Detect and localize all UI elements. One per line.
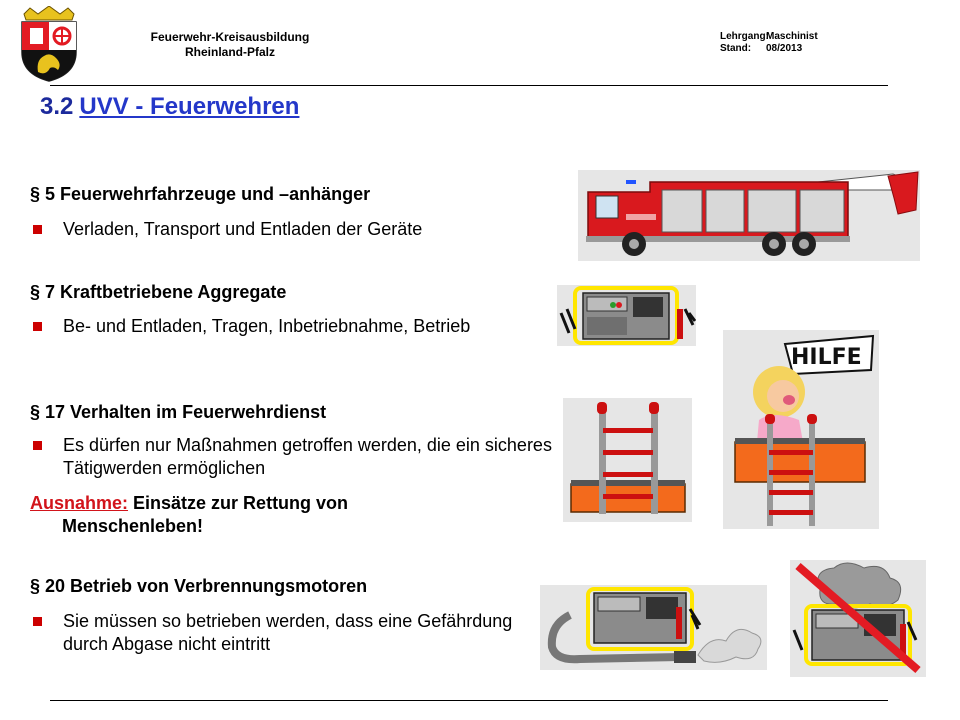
section-heading-20: § 20 Betrieb von Verbrennungsmotoren [30, 576, 368, 596]
section-heading-7: § 7 Kraftbetriebene Aggregate [30, 282, 287, 302]
bullet-item [33, 315, 533, 338]
org-line-2: Rheinland-Pfalz [184, 45, 275, 59]
title-text: UVV - Feuerwehren [79, 93, 300, 120]
exception-text-line-2: Menschenleben! [62, 516, 204, 536]
exception-note [30, 492, 550, 538]
generator-exhaust-hose-illustration [540, 585, 767, 670]
org-line-1: Feuerwehr-Kreisausbildung [150, 30, 310, 44]
generator-carry-illustration [557, 285, 696, 346]
bullet-item [33, 434, 563, 480]
bullet-item [33, 218, 543, 241]
page-title [40, 93, 299, 121]
bullet-marker [33, 441, 42, 450]
bullet-text: Sie müssen so betrieben werden, dass eine Gefährdung durch Abgase nicht eintritt [63, 611, 513, 654]
bullet-text: Es dürfen nur Maßnahmen getroffen werden, die ein sicheres Tätigwerden ermöglichen [63, 435, 552, 478]
ladder-platform-illustration [563, 398, 692, 522]
bullet-marker [33, 322, 42, 331]
coat-of-arms-logo [16, 6, 82, 87]
section-heading-5: § 5 Feuerwehrfahrzeuge und –anhänger [30, 184, 371, 204]
stand-value: 08/2013 [766, 43, 803, 54]
footer-divider [50, 700, 888, 701]
bullet-marker [33, 617, 42, 626]
bullet-marker [33, 225, 42, 234]
exception-label: Ausnahme: [30, 493, 129, 513]
bullet-item [33, 610, 543, 656]
bullet-text: Be- und Entladen, Tragen, Inbetriebnahme, Betrieb [63, 316, 471, 336]
prohibited-generator-smoke-illustration [790, 560, 926, 677]
course-value: Maschinist [766, 31, 818, 42]
section-heading-17: § 17 Verhalten im Feuerwehrdienst [30, 402, 327, 422]
course-label: Lehrgang: [720, 31, 769, 42]
title-number: 3.2 [40, 93, 74, 120]
bullet-text: Verladen, Transport und Entladen der Geräte [63, 219, 423, 239]
hilfe-speech-text: HILFE [791, 345, 862, 370]
exception-text-line-1: Einsätze zur Rettung von [133, 493, 349, 513]
organization-name [120, 30, 340, 60]
header-divider [50, 85, 888, 86]
stand-label: Stand: [720, 43, 752, 54]
course-info [720, 31, 818, 55]
fire-truck-illustration [578, 170, 920, 261]
rescue-person-illustration [723, 330, 879, 529]
